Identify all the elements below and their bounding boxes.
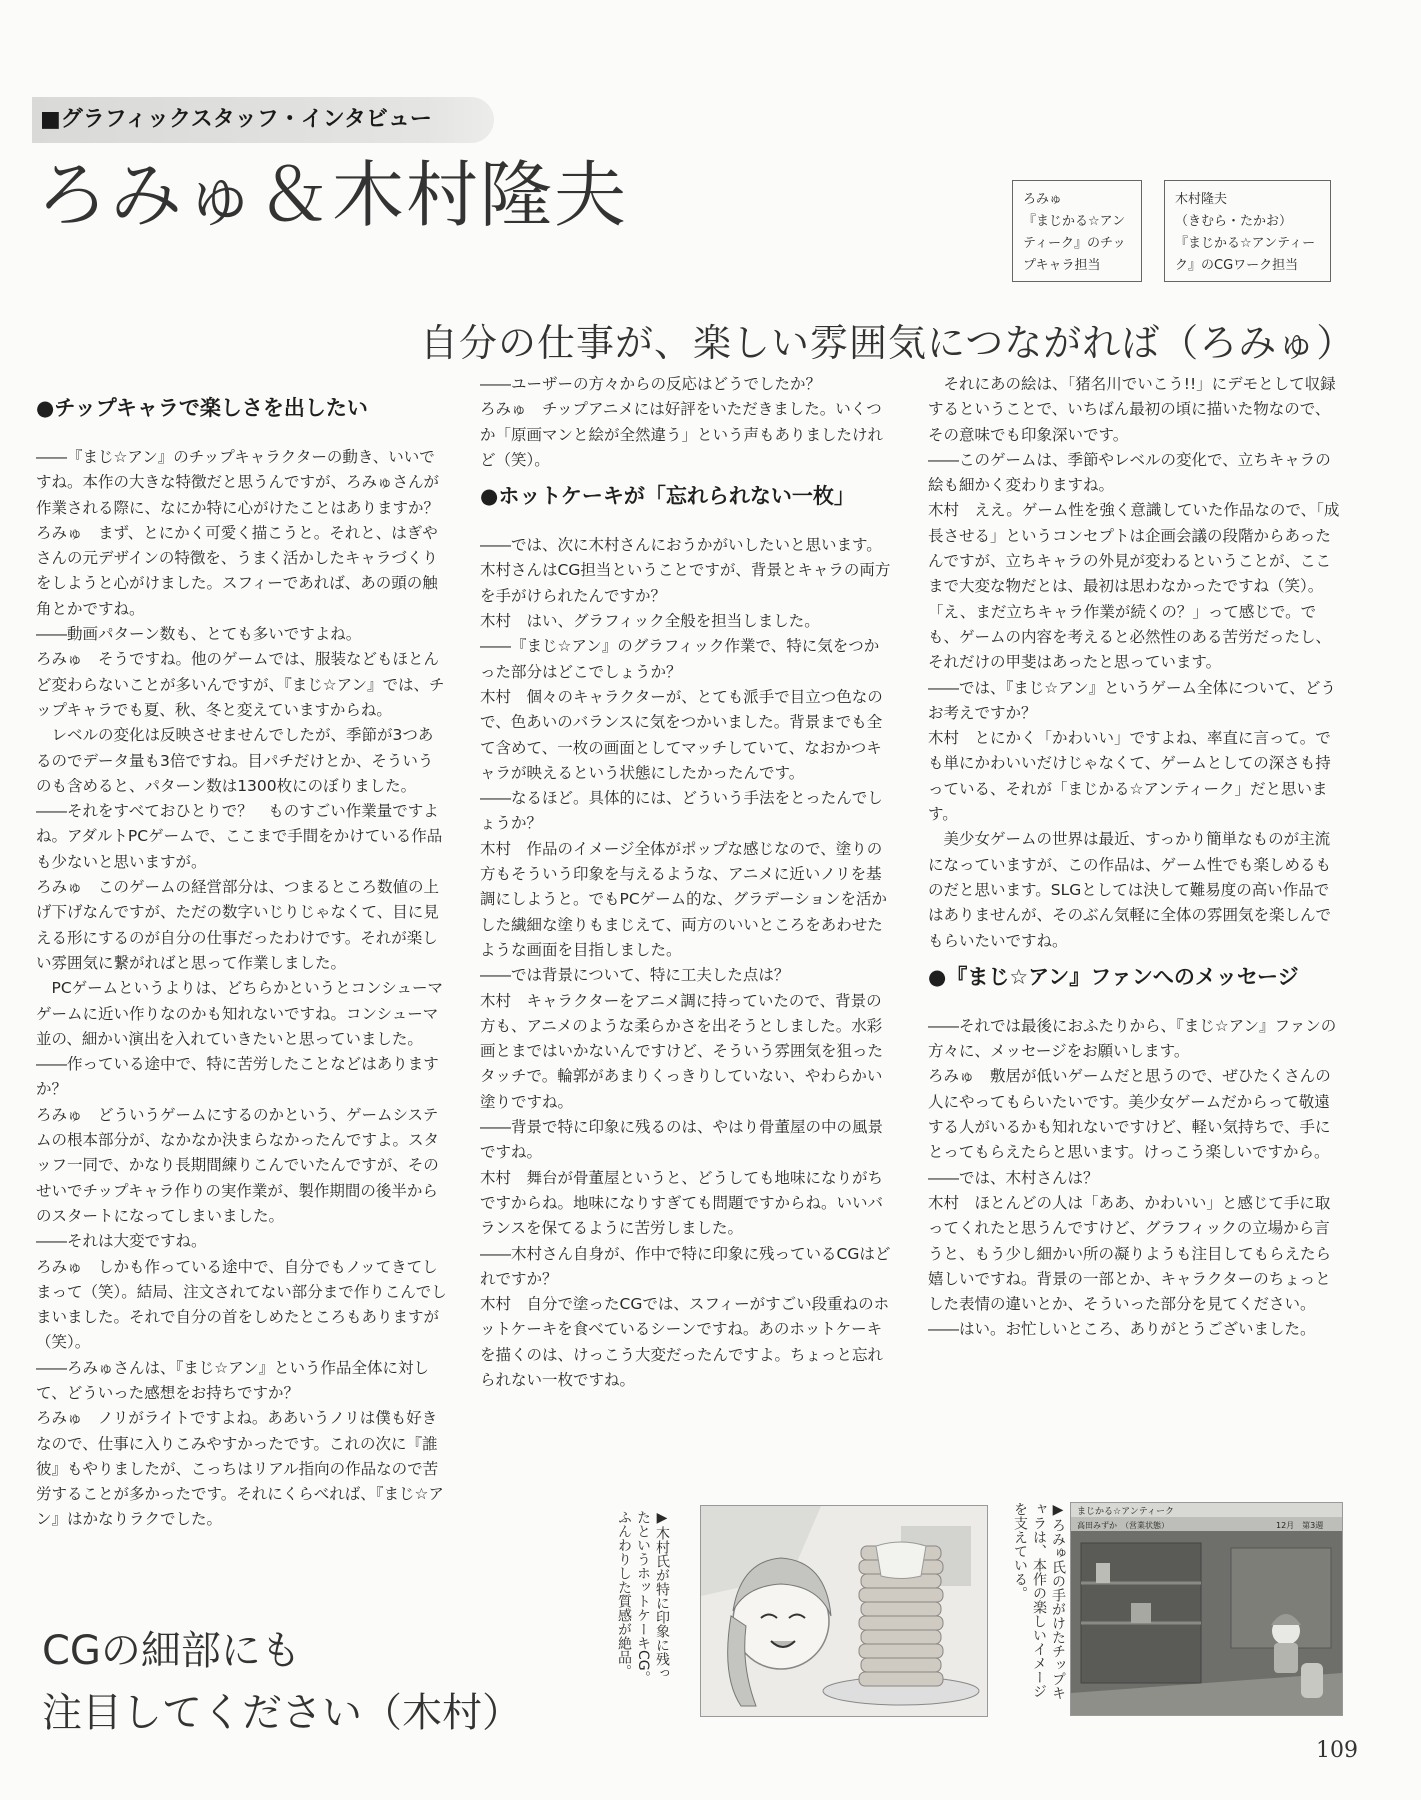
paragraph: 木村 ほとんどの人は「ああ、かわいい」と感じて手に取ってくれたと思うんですけど、グラフィックの立場から言うと、もう少し細かい所の凝りようも注目してもらえたら嬉しいですね。背景の一部とか、キャラクターのちょっとした表情の違いとか、そういった部分を見てください。 (928, 1193, 1332, 1314)
paragraph: ――それでは最後におふたりから、『まじ☆アン』ファンの方々に、メッセージをお願いします。 (928, 1016, 1337, 1061)
paragraph: ろみゅ チップアニメには好評をいただきました。いくつか「原画マンと絵が全然違う」という声もありましたけれど（笑）。 (480, 400, 884, 469)
profile-line: ク』のCGワーク担当 (1175, 258, 1299, 273)
paragraph: ――では、次に木村さんにおうかがいしたいと思います。木村さんはCG担当ということですが、背景とキャラの両方を手がけられたんですか？ (480, 536, 891, 605)
paragraph: 木村 ええ。ゲーム性を強く意識していた作品なので、「成長させる」というコンセプトは企画会議の段階からあったんですが、立ちキャラの外見が変わるということが、ここまで大変な物だとは、最初は思わなかったですね（笑）。「え、まだ立ちキャラ作業が続くの？」って感じで。でも、ゲームの内容を考えると必然性のある苦労だったし、それだけの甲斐はあったと思っています。 (928, 501, 1340, 672)
paragraph: ろみゅ ノリがライトですよね。ああいうノリは僕も好きなので、仕事に入りこみやすかったです。これの次に『誰彼』もやりましたが、こっちはリアル指向の作品なので苦労することが多かったです。それにくらべれば、『まじ☆アン』はかなりラクでした。 (36, 1409, 444, 1529)
section-heading: ●チップキャラで楽しさを出したい (36, 396, 368, 420)
paragraph: ――なるほど。具体的には、どういう手法をとったんでしょうか？ (480, 789, 883, 833)
paragraph: ――このゲームは、季節やレベルの変化で、立ちキャラの絵も細かく変わりますね。 (928, 450, 1331, 495)
game-screenshot (1070, 1502, 1343, 1716)
paragraph: 木村 作品のイメージ全体がポップな感じなので、塗りの方もそういう印象を与えるような、アニメに近いノリを基調にしようと。でもPCゲーム的な、グラデーションを活かした繊細な塗りもまじえて、両方のいいところをあわせたような画面を目指しました。 (480, 839, 888, 959)
paragraph: ろみゅ しかも作っている途中で、自分でもノッてきてしまって（笑）。結局、注文されてない部分まで作りこんでしまいました。それで自分の首をしめたところもありますが（笑）。 (36, 1257, 447, 1352)
paragraph: ろみゅ まず、とにかく可愛く描こうと。それと、はぎやさんの元デザインの特徴を、うまく活かしたキャラづくりをしようと心がけました。スフィーであれば、あの頭の触角とかですね。 (36, 523, 438, 618)
pancake-illustration (701, 1506, 987, 1716)
paragraph: ――では背景について、特に工夫した点は？ (480, 966, 790, 985)
paragraph: ――ろみゅさんは、『まじ☆アン』という作品全体に対して、どういった感想をお持ちですか？ (36, 1358, 430, 1402)
paragraph: ――木村さん自身が、作中で特に印象に残っているCGはどれですか？ (480, 1244, 891, 1288)
paragraph: 美少女ゲームの世界は最近、すっかり簡単なものが主流になっていますが、この作品は、ゲーム性でも楽しめるものだと思います。SLGとしては決して難易度の高い作品ではありませんが、そのぶん気軽に全体の雰囲気を楽しんでもらいたいですね。 (928, 830, 1332, 950)
profile-romyu (1012, 180, 1142, 282)
window-left-text: 高田みずか （営業状態） (1077, 1521, 1169, 1530)
pancake-screenshot (700, 1505, 988, 1717)
bottom-quote-line: 注目してください（木村） (42, 1690, 522, 1736)
column-3 (928, 372, 1340, 1343)
paragraph: ろみゅ どういうゲームにするのかという、ゲームシステムの根本部分が、なかなか決まらなかったんですよ。スタッフ一同で、かなり長期間練りこんでいたんですが、そのせいでチップキャラ作りの実作業が、製作期間の後半からのスタートになってしまいました。 (36, 1105, 440, 1225)
paragraph: ――はい。お忙しいところ、ありがとうございました。 (928, 1320, 1316, 1339)
paragraph: レベルの変化は反映させませんでしたが、季節が3つあるのでデータ量も3倍ですね。目パチだけとか、そういうのも含めると、パターン数は1300枚にのぼりました。 (36, 726, 434, 795)
paragraph: 木村 舞台が骨董屋というと、どうしても地味になりがちですからね。地味になりすぎても問題ですからね。いいバランスを保てるように苦労しました。 (480, 1168, 884, 1238)
window-right-text: 12月 第3週 (1276, 1521, 1324, 1530)
paragraph: 木村 自分で塗ったCGでは、スフィーがすごい段重ねのホットケーキを食べているシーンですね。あのホットケーキを描くのは、けっこう大変だったんですよ。ちょっと忘れられない一枚ですね。 (480, 1295, 890, 1389)
profile-line: 木村隆夫 (1175, 192, 1228, 207)
column-1 (36, 385, 448, 1533)
paragraph: 木村 キャラクターをアニメ調に持っていたので、背景の方も、アニメのような柔らかさを出そうとしました。水彩画とまではいかないんですけど、そういう雰囲気を狙ったタッチで。輪郭があまりくっきりしていない、やわらかい塗りですね。 (480, 991, 884, 1111)
page-number: 109 (1316, 1738, 1358, 1763)
paragraph: ろみゅ 敷居が低いゲームだと思うので、ぜひたくさんの人にやってもらいたいです。美少女ゲームだからって敬遠する人がいるかも知れないですけど、軽い気持ちで、手にとってもらえたらと思います。けっこう楽しいですから。 (928, 1067, 1331, 1162)
caption-right: ▶ろみゅ氏の手がけたチップキャラは、本作の楽しいイメージを支えている。 (1012, 1502, 1066, 1700)
paragraph: ――では、『まじ☆アン』というゲーム全体について、どうお考えですか？ (928, 678, 1336, 722)
paragraph: ――作っている途中で、特に苦労したことなどはありますか？ (36, 1055, 439, 1099)
paragraph: PCゲームというよりは、どちらかというとコンシューマゲームに近い作りなのかも知れないですね。コンシューマ並の、細かい演出を入れていきたいと思っていました。 (36, 979, 443, 1048)
paragraph: ――『まじ☆アン』のチップキャラクターの動き、いいですね。本作の大きな特徴だと思うんですが、ろみゅさんが作業される際に、なにか特に心がけたことはありますか？ (36, 448, 440, 517)
profile-line: プキャラ担当 (1023, 258, 1101, 273)
paragraph: ――それをすべておひとりで？ ものすごい作業量ですよね。アダルトPCゲームで、ここまで手間をかけている作品も少ないと思いますが。 (36, 802, 443, 871)
paragraph: ろみゅ そうですね。他のゲームでは、服装などもほとんど変わらないことが多いんですが、『まじ☆アン』では、チップキャラでも夏、秋、冬と変えていますからね。 (36, 650, 445, 719)
paragraph: それにあの絵は、「猪名川でいこう!!」にデモとして収録するということで、いちばん最初の頃に描いた物なので、その意味でも印象深いです。 (928, 375, 1336, 444)
paragraph: ――背景で特に印象に残るのは、やはり骨董屋の中の風景ですね。 (480, 1118, 884, 1162)
profile-line: 『まじかる☆アン (1023, 214, 1126, 229)
bottom-quote-line: CGの細部にも (42, 1628, 301, 1674)
headline: ろみゅ＆木村隆夫 (36, 153, 629, 237)
profile-line: （きむら・たかお） (1175, 214, 1293, 229)
subhead: 自分の仕事が、楽しい雰囲気につながれば（ろみゅ） (420, 321, 1356, 365)
profile-line: ティーク』のチッ (1023, 236, 1126, 251)
column-2 (480, 372, 892, 1393)
window-title: まじかる☆アンティーク (1077, 1507, 1174, 1517)
paragraph: 木村 はい、グラフィック全般を担当しました。 (480, 612, 820, 631)
paragraph: ろみゅ このゲームの経営部分は、つまるところ数値の上げ下げなんですが、ただの数字いじりじゃなくて、目に見える形にするのが自分の仕事だったわけです。それが楽しい雰囲気に繋がればと思って作業しました。 (36, 878, 440, 972)
shop-illustration (1071, 1503, 1342, 1715)
profile-line: 『まじかる☆アンティー (1175, 236, 1316, 251)
paragraph: ――動画パターン数も、とても多いですよね。 (36, 625, 362, 644)
paragraph: ――では、木村さんは？ (928, 1168, 1099, 1187)
paragraph: ――それは大変ですね。 (36, 1232, 207, 1251)
profile-line: ろみゅ (1023, 192, 1063, 207)
section-label: ■グラフィックスタッフ・インタビュー (32, 97, 494, 143)
caption-left: ▶木村氏が特に印象に残ったというホットケーキCG。ふんわりした質感が絶品。 (616, 1510, 670, 1685)
section-heading: ●『まじ☆アン』ファンへのメッセージ (928, 964, 1299, 989)
section-heading: ●ホットケーキが「忘れられない一枚」 (480, 484, 855, 509)
paragraph: ――『まじ☆アン』のグラフィック作業で、特に気をつかった部分はどこでしょうか？ (480, 637, 880, 681)
bottom-quote (42, 1620, 522, 1744)
profile-kimura (1164, 180, 1331, 282)
paragraph: ――ユーザーの方々からの反応はどうでしたか？ (480, 375, 822, 393)
paragraph: 木村 とにかく「かわいい」ですよね、率直に言って。でも単にかわいいだけじゃなくて、ゲームとしての深さも持っている、それが「まじかる☆アンティーク」だと思います。 (928, 729, 1331, 824)
paragraph: 木村 個々のキャラクターが、とても派手で目立つ色なので、色あいのバランスに気をつかいました。背景までも全て含めて、一枚の画面としてマッチしていて、なおかつキャラが映えるという状態にしたかったんです。 (480, 687, 883, 782)
